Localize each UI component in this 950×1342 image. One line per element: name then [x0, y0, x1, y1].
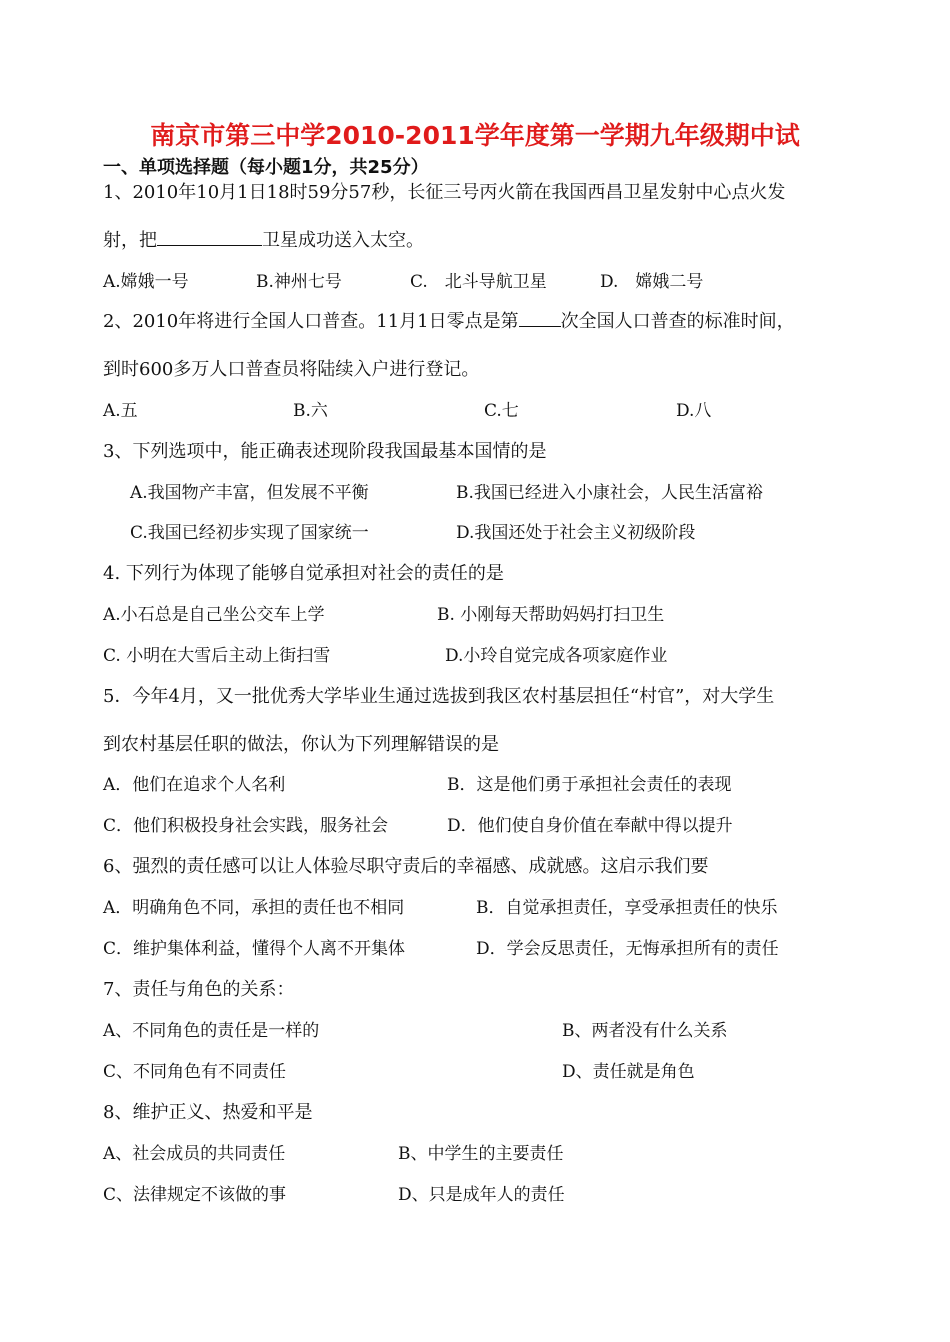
option-d: D. 嫦娥二号	[600, 272, 704, 292]
question-2-line-1	[103, 307, 795, 333]
option-c: C、法律规定不该做的事	[103, 1185, 287, 1205]
option-d: D．学会反思责任，无悔承担所有的责任	[476, 939, 779, 959]
option-b: B、两者没有什么关系	[562, 1021, 728, 1041]
question-7-line-1: 7、责任与角色的关系：	[103, 979, 295, 1000]
option-a: A.我国物产丰富，但发展不平衡	[130, 483, 369, 503]
option-c: C．他们积极投身社会实践，服务社会	[103, 816, 389, 836]
option-c: C. 小明在大雪后主动上街扫雪	[103, 646, 331, 666]
option-b: B. 小刚每天帮助妈妈打扫卫生	[437, 605, 665, 625]
option-c: C.七	[484, 401, 519, 421]
option-a: A、不同角色的责任是一样的	[103, 1021, 320, 1041]
option-d: D.小玲自觉完成各项家庭作业	[445, 646, 668, 666]
exam-title: 南京市第三中学2010-2011学年度第一学期九年级期中试	[150, 121, 800, 150]
question-2-line-2: 到时600多万人口普查员将陆续入户进行登记。	[103, 359, 480, 380]
question-1-line-2	[103, 226, 424, 252]
question-1-line-1: 1、2010年10月1日18时59分57秒，长征三号丙火箭在我国西昌卫星发射中心点火发	[103, 182, 786, 203]
option-a: A、社会成员的共同责任	[103, 1144, 286, 1164]
option-b: B.六	[293, 401, 328, 421]
option-c: C、不同角色有不同责任	[103, 1062, 287, 1082]
option-d: D．他们使自身价值在奉献中得以提升	[447, 816, 733, 836]
option-b: B.我国已经进入小康社会，人民生活富裕	[456, 483, 763, 503]
question-2-text-b: 次全国人口普查的标准时间，	[560, 311, 795, 332]
option-c: C．维护集体利益，懂得个人离不开集体	[103, 939, 406, 959]
question-5-line-1: 5．今年4月，又一批优秀大学毕业生通过选拔到我区农村基层担任“村官”，对大学生	[103, 686, 775, 707]
question-3-line-1: 3、下列选项中，能正确表述现阶段我国最基本国情的是	[103, 441, 547, 462]
option-d: D.我国还处于社会主义初级阶段	[456, 523, 696, 543]
option-a: A.嫦娥一号	[103, 272, 189, 292]
question-6-line-1: 6、强烈的责任感可以让人体验尽职守责后的幸福感、成就感。这启示我们要	[103, 856, 709, 877]
question-5-line-2: 到农村基层任职的做法，你认为下列理解错误的是	[103, 734, 499, 755]
option-c: C. 北斗导航卫星	[410, 272, 547, 292]
option-a: A．他们在追求个人名利	[103, 775, 286, 795]
answer-blank	[519, 308, 561, 327]
section-heading: 一、单项选择题（每小题1分，共25分）	[103, 157, 429, 178]
question-1-text-b: 卫星成功送入太空。	[262, 230, 424, 251]
option-a: A.小石总是自己坐公交车上学	[103, 605, 325, 625]
question-2-text-a: 2、2010年将进行全国人口普查。11月1日零点是第	[103, 311, 519, 332]
option-a: A.五	[103, 401, 138, 421]
option-b: B．这是他们勇于承担社会责任的表现	[447, 775, 732, 795]
question-4-line-1: 4. 下列行为体现了能够自觉承担对社会的责任的是	[103, 563, 504, 584]
option-a: A．明确角色不同，承担的责任也不相同	[103, 898, 405, 918]
option-b: B、中学生的主要责任	[398, 1144, 564, 1164]
option-d: D、只是成年人的责任	[398, 1185, 565, 1205]
question-8-line-1: 8、维护正义、热爱和平是	[103, 1102, 313, 1123]
option-d: D、责任就是角色	[562, 1062, 695, 1082]
option-c: C.我国已经初步实现了国家统一	[130, 523, 369, 543]
question-1-text-a: 射，把	[103, 230, 157, 251]
option-b: B．自觉承担责任，享受承担责任的快乐	[476, 898, 778, 918]
option-d: D.八	[676, 401, 712, 421]
answer-blank	[157, 227, 262, 246]
option-b: B.神州七号	[256, 272, 342, 292]
